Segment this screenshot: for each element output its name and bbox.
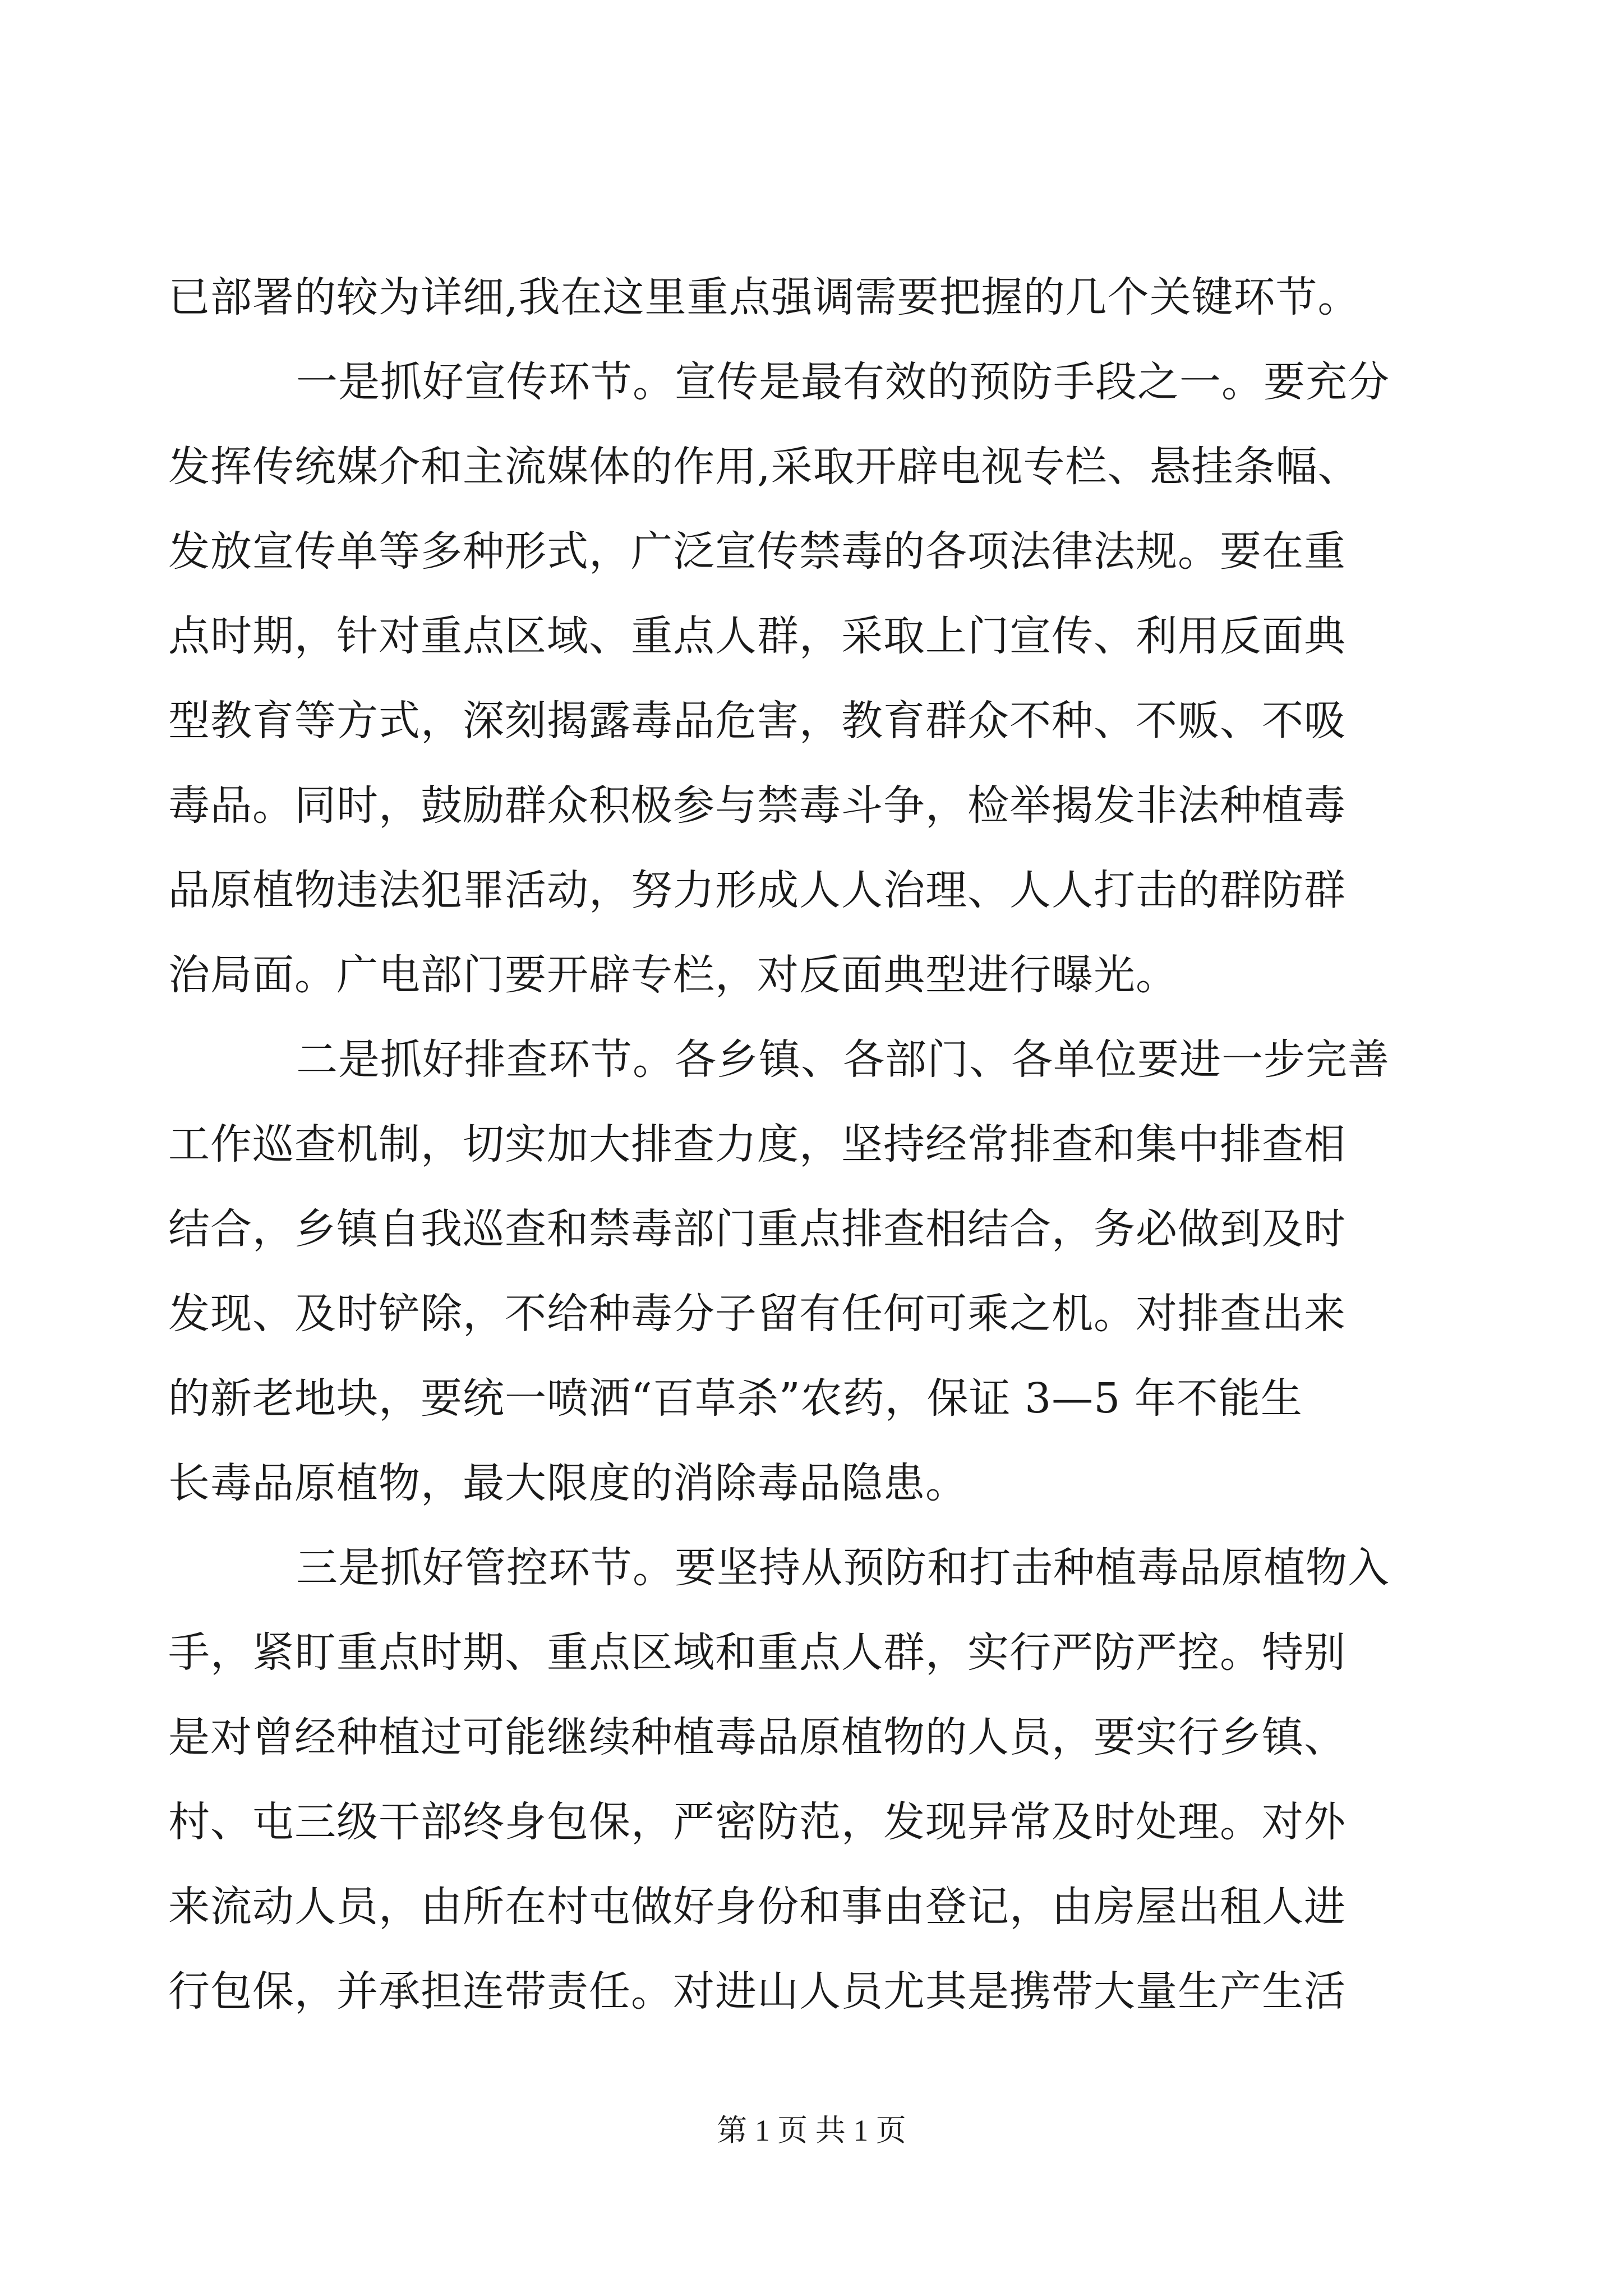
body-line: 发挥传统媒介和主流媒体的作用,采取开辟电视专栏、悬挂条幅、	[168, 443, 1360, 491]
body-line: 点时期，针对重点区域、重点人群，采取上门宣传、利用反面典	[168, 612, 1346, 660]
body-line: 手，紧盯重点时期、重点区域和重点人群，实行严防严控。特别	[168, 1628, 1346, 1677]
body-line: 二是抓好排查环节。各乡镇、各部门、各单位要进一步完善	[296, 1036, 1390, 1084]
body-line: 已部署的较为详细,我在这里重点强调需要把握的几个关键环节。	[168, 273, 1360, 321]
body-line: 发放宣传单等多种形式，广泛宣传禁毒的各项法律法规。要在重	[168, 527, 1346, 576]
body-line: 三是抓好管控环节。要坚持从预防和打击种植毒品原植物入	[296, 1544, 1390, 1592]
body-line: 治局面。广电部门要开辟专栏，对反面典型进行曝光。	[168, 951, 1178, 999]
body-line: 是对曾经种植过可能继续种植毒品原植物的人员，要实行乡镇、	[168, 1713, 1346, 1761]
body-line: 来流动人员，由所在村屯做好身份和事由登记，由房屋出租人进	[168, 1883, 1346, 1931]
body-line: 行包保，并承担连带责任。对进山人员尤其是携带大量生产生活	[168, 1967, 1346, 2016]
body-line: 工作巡查机制，切实加大排查力度，坚持经常排查和集中排查相	[168, 1120, 1346, 1168]
body-line: 结合，乡镇自我巡查和禁毒部门重点排查相结合，务必做到及时	[168, 1205, 1346, 1253]
body-line: 品原植物违法犯罪活动，努力形成人人治理、人人打击的群防群	[168, 866, 1346, 914]
body-line: 长毒品原植物，最大限度的消除毒品隐患。	[168, 1459, 967, 1507]
body-line: 型教育等方式，深刻揭露毒品危害，教育群众不种、不贩、不吸	[168, 697, 1346, 745]
document-body	[168, 255, 1458, 2034]
body-line: 村、屯三级干部终身包保，严密防范，发现异常及时处理。对外	[168, 1798, 1346, 1846]
body-line: 毒品。同时，鼓励群众积极参与禁毒斗争，检举揭发非法种植毒	[168, 781, 1346, 830]
body-line: 一是抓好宣传环节。宣传是最有效的预防手段之一。要充分	[296, 358, 1390, 406]
body-line: 发现、及时铲除，不给种毒分子留有任何可乘之机。对排查出来	[168, 1290, 1346, 1338]
page-footer: 第 1 页 共 1 页	[717, 2114, 906, 2147]
body-line: 的新老地块，要统一喷洒“百草杀”农药，保证 3—5 年不能生	[168, 1374, 1303, 1423]
